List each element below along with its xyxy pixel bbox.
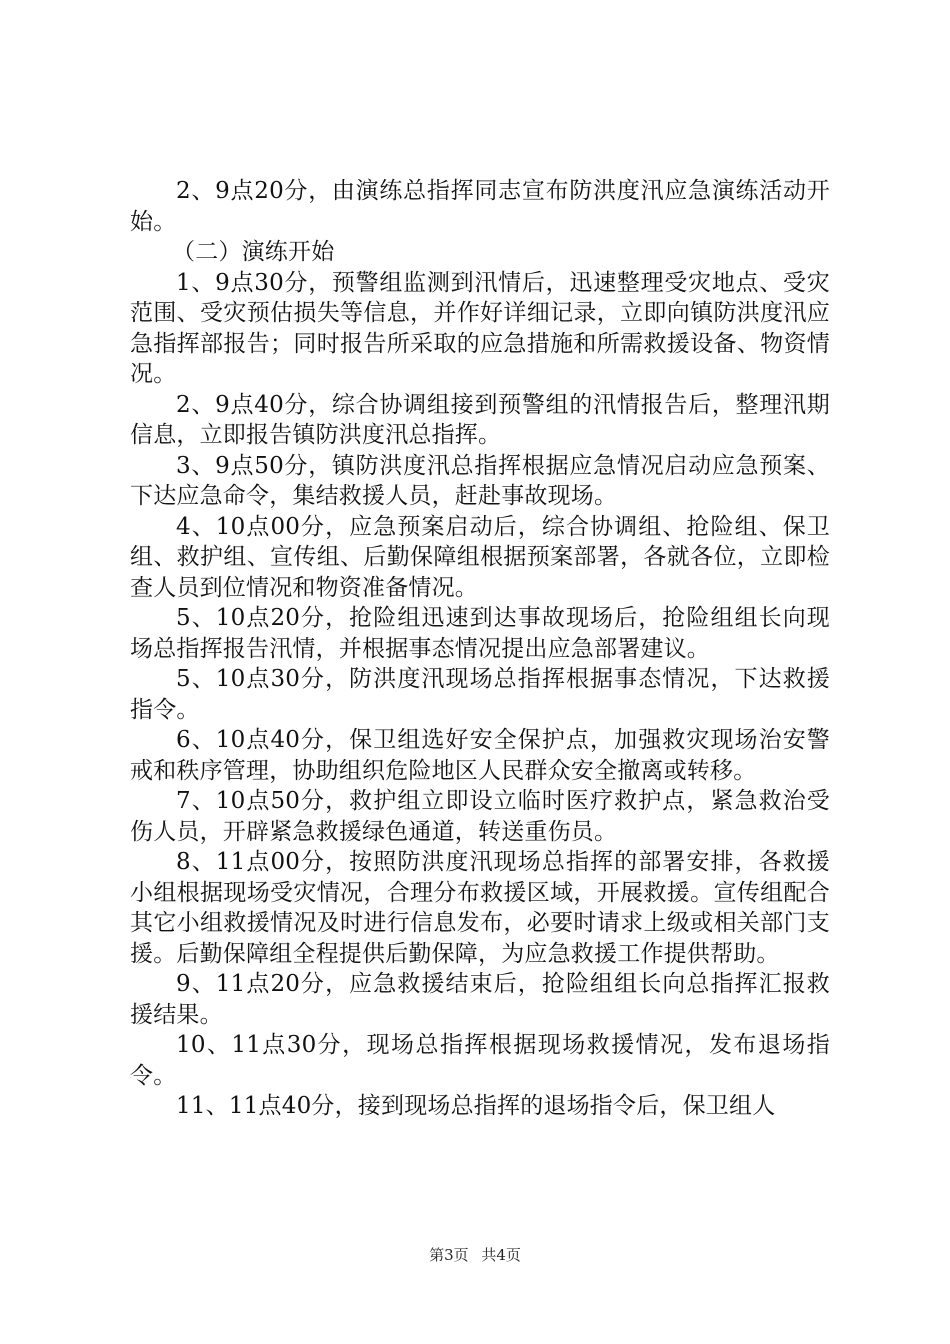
page-footer — [0, 1244, 950, 1265]
paragraph-3: 2、9点40分，综合协调组接到预警组的汛情报告后，整理汛期信息，立即报告镇防洪度汛总指挥。 — [130, 391, 830, 448]
paragraph-9: 7、10点50分，救护组立即设立临时医疗救护点，紧急救治受伤人员，开辟紧急救援绿色通道，转送重伤员。 — [130, 788, 830, 845]
paragraph-13: 11、11点40分，接到现场总指挥的退场指令后，保卫组人 — [176, 1093, 776, 1119]
document-body — [130, 176, 830, 1122]
paragraph-5: 4、10点00分，应急预案启动后，综合协调组、抢险组、保卫组、救护组、宣传组、后勤保障组根据预案部署，各就各位，立即检查人员到位情况和物资准备情况。 — [130, 513, 830, 601]
paragraph-4: 3、9点50分，镇防洪度汛总指挥根据应急情况启动应急预案、下达应急命令，集结救援人员，赶赴事故现场。 — [130, 452, 830, 509]
paragraph-7: 5、10点30分，防洪度汛现场总指挥根据事态情况，下达救援指令。 — [130, 666, 830, 723]
section-heading: （二）演练开始 — [172, 239, 335, 265]
page-total: 共4页 — [481, 1246, 521, 1264]
paragraph-10: 8、11点00分，按照防洪度汛现场总指挥的部署安排，各救援小组根据现场受灾情况，合理分布救援区域，开展救援。宣传组配合其它小组救援情况及时进行信息发布，必要时请求上级或相关部门支援。后勤保障组全程提供后勤保障，为应急救援工作提供帮助。 — [130, 849, 830, 967]
paragraph-6: 5、10点20分，抢险组迅速到达事故现场后，抢险组组长向现场总指挥报告汛情，并根据事态情况提出应急部署建议。 — [130, 605, 830, 662]
page-number: 第3页 — [429, 1246, 469, 1264]
paragraph-12: 10、11点30分，现场总指挥根据现场救援情况，发布退场指令。 — [130, 1032, 830, 1089]
paragraph-1: 2、9点20分，由演练总指挥同志宣布防洪度汛应急演练活动开始。 — [130, 178, 830, 235]
paragraph-2: 1、9点30分，预警组监测到汛情后，迅速整理受灾地点、受灾范围、受灾预估损失等信息，并作好详细记录，立即向镇防洪度汛应急指挥部报告；同时报告所采取的应急措施和所需救援设备、物资情况。 — [130, 269, 830, 387]
paragraph-8: 6、10点40分，保卫组选好安全保护点，加强救灾现场治安警戒和秩序管理，协助组织危险地区人民群众安全撤离或转移。 — [130, 727, 830, 784]
paragraph-11: 9、11点20分，应急救援结束后，抢险组组长向总指挥汇报救援结果。 — [130, 971, 830, 1028]
